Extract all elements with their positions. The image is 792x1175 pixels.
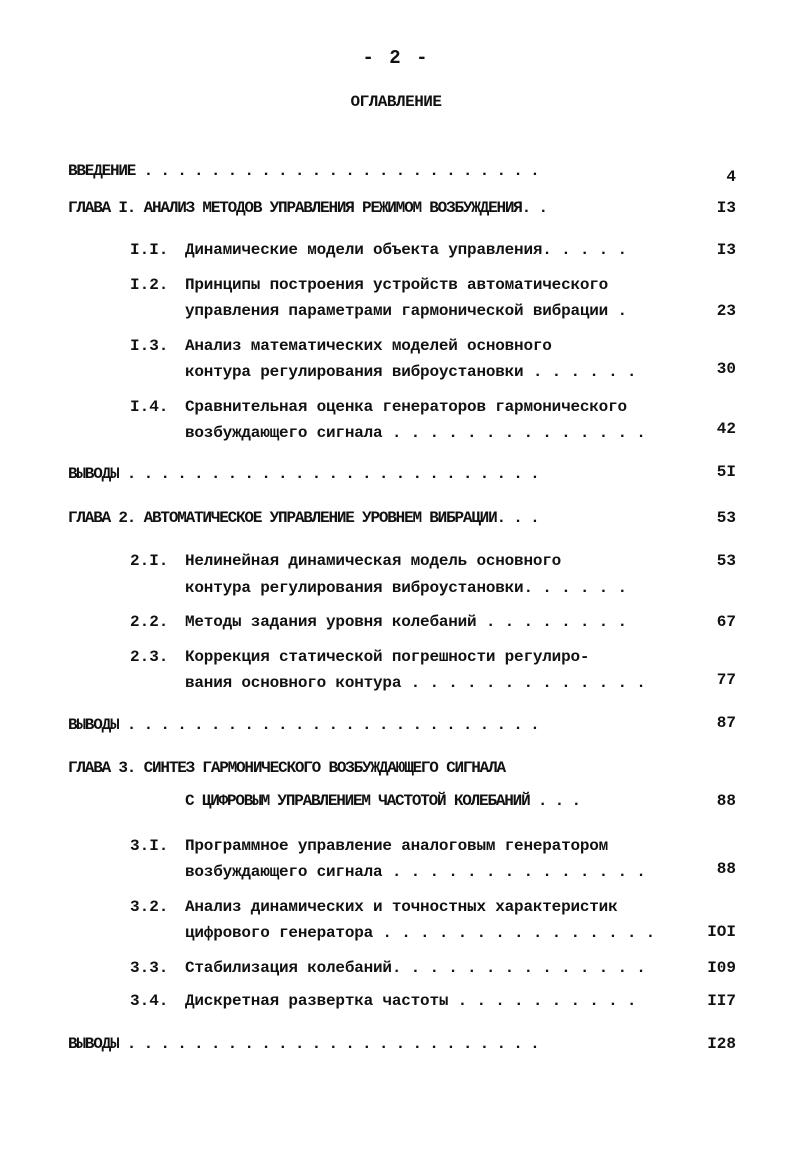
entry-page: II7 bbox=[707, 992, 736, 1010]
entry-text: контура регулирования виброустановки. . . . . . bbox=[185, 579, 627, 597]
entry-text: Сравнительная оценка генераторов гармонического bbox=[185, 398, 627, 416]
entry-page: I3 bbox=[716, 241, 736, 259]
entry-page: I28 bbox=[707, 1035, 736, 1053]
entry-page: 67 bbox=[716, 613, 736, 631]
entry-text: ГЛАВА 3. СИНТЕЗ ГАРМОНИЧЕСКОГО ВОЗБУЖДАЮЩЕГО СИГНАЛА bbox=[68, 759, 505, 777]
section-number: I.I. bbox=[130, 241, 169, 259]
entry-text: возбуждающего сигнала . . . . . . . . . . . . . . bbox=[185, 863, 646, 881]
entry-text: ВВЕДЕНИЕ . . . . . . . . . . . . . . . . . . . . . . . . bbox=[68, 162, 539, 180]
entry-text: Динамические модели объекта управления. . . . . bbox=[185, 241, 627, 259]
entry-page: 4 bbox=[726, 168, 736, 186]
entry-page: 5I bbox=[716, 463, 736, 481]
entry-text: Программное управление аналоговым генератором bbox=[185, 837, 609, 855]
entry-text: Нелинейная динамическая модель основного bbox=[185, 552, 562, 570]
entry-text: Стабилизация колебаний. . . . . . . . . . . . . . bbox=[185, 959, 646, 977]
entry-text: Анализ динамических и точностных характеристик bbox=[185, 898, 618, 916]
section-number: I.3. bbox=[130, 337, 169, 355]
section-number: 3.I. bbox=[130, 837, 169, 855]
entry-text: Методы задания уровня колебаний . . . . . . . . bbox=[185, 613, 627, 631]
entry-page: 53 bbox=[716, 552, 736, 570]
entry-text: ВЫВОДЫ . . . . . . . . . . . . . . . . . . . . . . . . . bbox=[68, 465, 539, 483]
page-number: - 2 - bbox=[362, 47, 430, 69]
entry-text: Принципы построения устройств автоматического bbox=[185, 276, 609, 294]
entry-text: управления параметрами гармонической вибрации . bbox=[185, 302, 627, 320]
entry-page: 53 bbox=[716, 509, 736, 527]
entry-text: Дискретная развертка частоты . . . . . . . . . . bbox=[185, 992, 637, 1010]
toc-title: ОГЛАВЛЕНИЕ bbox=[350, 93, 442, 111]
entry-text: ГЛАВА 2. АВТОМАТИЧЕСКОЕ УПРАВЛЕНИЕ УРОВНЕМ ВИБРАЦИИ. . . bbox=[68, 509, 539, 527]
entry-page: I09 bbox=[707, 959, 736, 977]
section-number: 3.3. bbox=[130, 959, 169, 977]
entry-page: I3 bbox=[716, 199, 736, 217]
entry-text: возбуждающего сигнала . . . . . . . . . . . . . . bbox=[185, 424, 646, 442]
section-number: 2.3. bbox=[130, 648, 169, 666]
entry-text: С ЦИФРОВЫМ УПРАВЛЕНИЕМ ЧАСТОТОЙ КОЛЕБАНИЙ . . . bbox=[185, 792, 580, 810]
section-number: I.4. bbox=[130, 398, 169, 416]
section-number: 2.I. bbox=[130, 552, 169, 570]
section-number: I.2. bbox=[130, 276, 169, 294]
entry-page: IOI bbox=[707, 923, 736, 941]
entry-page: 88 bbox=[716, 860, 736, 878]
section-number: 3.4. bbox=[130, 992, 169, 1010]
entry-text: цифрового генератора . . . . . . . . . . . . . . . bbox=[185, 924, 656, 942]
entry-text: Коррекция статической погрешности регулиро- bbox=[185, 648, 590, 666]
entry-text: контура регулирования виброустановки . . . . . . bbox=[185, 363, 637, 381]
entry-page: 23 bbox=[716, 302, 736, 320]
entry-text: ВЫВОДЫ . . . . . . . . . . . . . . . . . . . . . . . . . bbox=[68, 1035, 539, 1053]
section-number: 3.2. bbox=[130, 898, 169, 916]
entry-page: 88 bbox=[716, 792, 736, 810]
section-number: 2.2. bbox=[130, 613, 169, 631]
entry-page: 30 bbox=[716, 360, 736, 378]
entry-page: 87 bbox=[716, 714, 736, 732]
entry-text: Анализ математических моделей основного bbox=[185, 337, 552, 355]
entry-text: ГЛАВА I. АНАЛИЗ МЕТОДОВ УПРАВЛЕНИЯ РЕЖИМОМ ВОЗБУЖДЕНИЯ. . bbox=[68, 199, 547, 217]
entry-text: ВЫВОДЫ . . . . . . . . . . . . . . . . . . . . . . . . . bbox=[68, 716, 539, 734]
entry-text: вания основного контура . . . . . . . . . . . . . bbox=[185, 674, 646, 692]
entry-page: 42 bbox=[716, 420, 736, 438]
entry-page: 77 bbox=[716, 671, 736, 689]
